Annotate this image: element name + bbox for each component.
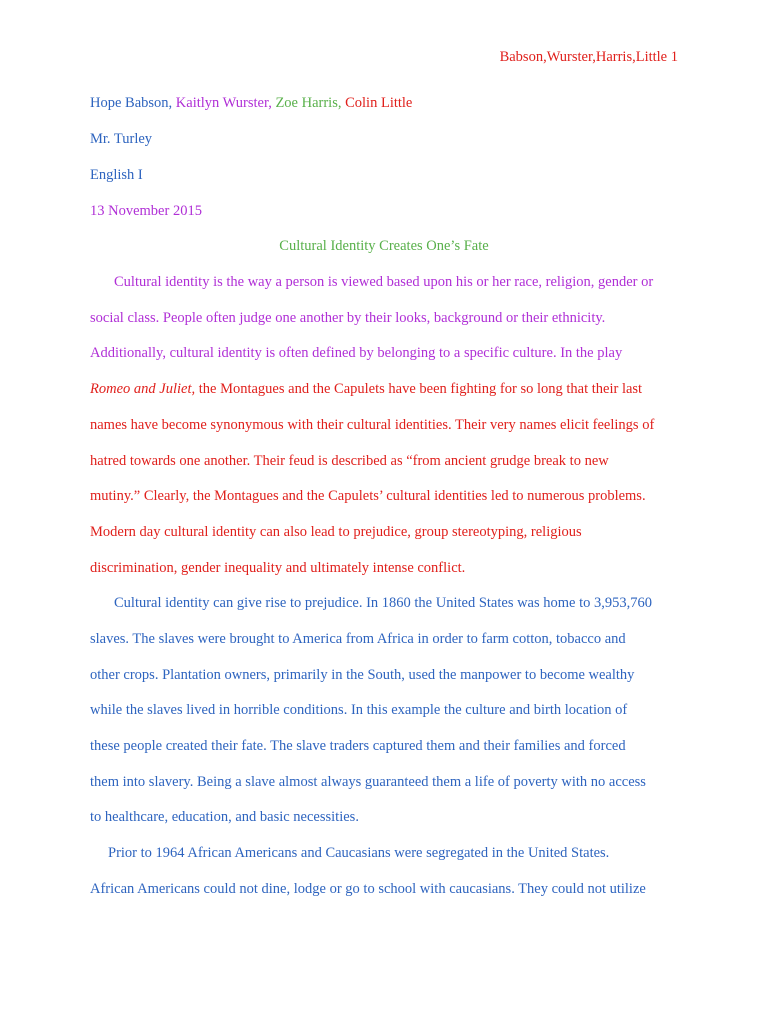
paragraph-line: Cultural identity is the way a person is viewed based upon his or her race, religion, gender or [114, 274, 654, 290]
running-head: Babson,Wurster,Harris,Little 1 [499, 49, 678, 65]
paragraph-line: discrimination, gender inequality and ultimately intense conflict. [90, 560, 466, 576]
paragraph-line: Modern day cultural identity can also lead to prejudice, group stereotyping, religious [90, 524, 582, 540]
paragraph-line: to healthcare, education, and basic necessities. [90, 809, 359, 825]
paragraph-line: hatred towards one another. Their feud is described as “from ancient grudge break to new [90, 453, 609, 469]
paragraph-line: slaves. The slaves were brought to America from Africa in order to farm cotton, tobacco and [90, 631, 626, 647]
paragraph-line: Cultural identity can give rise to prejudice. In 1860 the United States was home to 3,953,760 [114, 595, 653, 611]
paragraph-line: Additionally, cultural identity is often defined by belonging to a specific culture. In the play [90, 345, 623, 361]
paragraph-line [90, 379, 642, 399]
paragraph-line-text: the Montagues and the Capulets have been fighting for so long that their last [195, 381, 643, 397]
paragraph-line: names have become synonymous with their cultural identities. Their very names elicit feelings of [90, 417, 655, 433]
author-line [90, 93, 412, 113]
paragraph-line: social class. People often judge one another by their looks, background or their ethnicity. [90, 310, 606, 326]
essay-title: Cultural Identity Creates One’s Fate [279, 238, 489, 254]
paragraph-line: other crops. Plantation owners, primarily in the South, used the manpower to become wealthy [90, 667, 635, 683]
play-title: Romeo and Juliet, [90, 381, 196, 397]
author-name: Kaitlyn Wurster, [172, 95, 272, 111]
paragraph-line: Prior to 1964 African Americans and Caucasians were segregated in the United States. [108, 845, 610, 861]
paragraph-line: them into slavery. Being a slave almost always guaranteed them a life of poverty with no access [90, 774, 646, 790]
paragraph-line: these people created their fate. The slave traders captured them and their families and forced [90, 738, 626, 754]
author-name: Colin Little [341, 95, 413, 111]
paragraph-line: mutiny.” Clearly, the Montagues and the Capulets’ cultural identities led to numerous problems. [90, 488, 646, 504]
course-name: English I [90, 167, 143, 183]
teacher-name: Mr. Turley [90, 131, 153, 147]
author-name: Zoe Harris, [271, 95, 342, 111]
date: 13 November 2015 [90, 203, 202, 219]
paragraph-line: African Americans could not dine, lodge or go to school with caucasians. They could not utilize [90, 881, 646, 897]
paragraph-line: while the slaves lived in horrible conditions. In this example the culture and birth location of [90, 702, 628, 718]
author-name: Hope Babson, [90, 95, 173, 111]
